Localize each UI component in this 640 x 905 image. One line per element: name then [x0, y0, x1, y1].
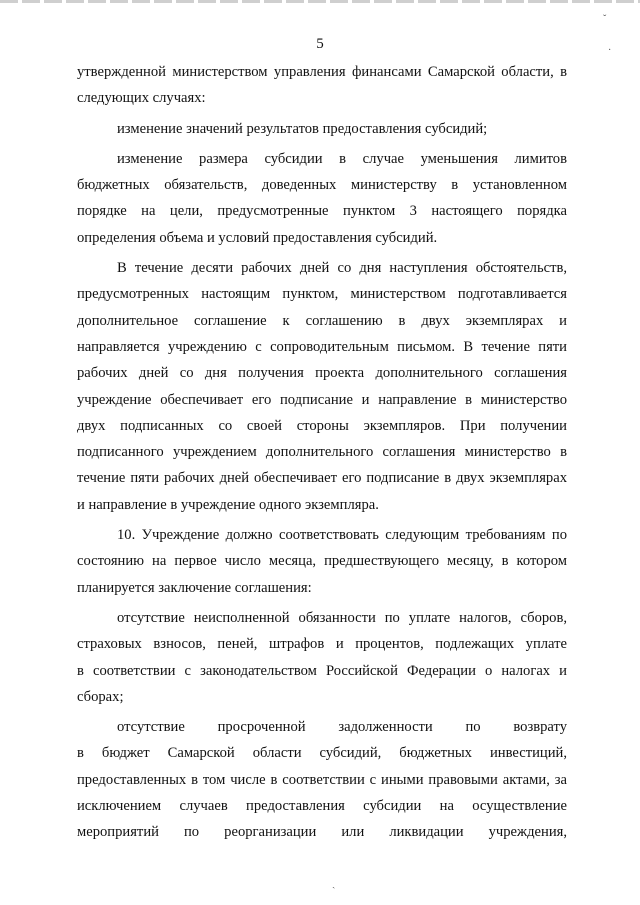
- text-line: течение пяти рабочих дней обеспечивает его подписание в двух экземплярах: [77, 470, 567, 487]
- text-line: и направление в учреждение одного экземпляра.: [77, 496, 379, 513]
- text-line: дополнительное соглашение к соглашению в двух экземплярах и: [77, 312, 567, 329]
- text-line: рабочих дней со дня получения проекта дополнительного соглашения: [77, 365, 567, 382]
- scan-speck: ·: [608, 45, 612, 56]
- text-line: утвержденной министерством управления финансами Самарской области, в: [77, 64, 567, 80]
- text-line: подписанного учреждением дополнительного соглашения министерство в: [77, 444, 567, 461]
- scan-speck: ˏ: [332, 878, 336, 889]
- text-line: предусмотренных настоящим пунктом, министерством подготавливается: [77, 286, 567, 303]
- text-line: сборах;: [77, 688, 124, 705]
- text-line: изменение значений результатов предоставления субсидий;: [117, 120, 488, 137]
- text-line: 10. Учреждение должно соответствовать следующим требованиям по: [117, 527, 567, 544]
- text-line: отсутствие неисполненной обязанности по уплате налогов, сборов,: [117, 609, 567, 626]
- text-line: мероприятий по реорганизации или ликвидации учреждения,: [77, 824, 567, 841]
- text-line: предоставленных в том числе в соответствии с иными правовыми актами, за: [77, 771, 567, 788]
- text-line: в соответствии с законодательством Российской Федерации о налогах и: [77, 662, 567, 679]
- text-line: порядке на цели, предусмотренные пунктом 3 настоящего порядка: [77, 203, 567, 220]
- text-line: определения объема и условий предоставления субсидий.: [77, 229, 438, 246]
- document-body: [77, 59, 567, 846]
- text-line: исключением случаев предоставления субсидии на осуществление: [77, 798, 567, 815]
- text-line: двух подписанных со своей стороны экземпляров. При получении: [77, 417, 567, 434]
- scan-speck: ˇ: [603, 14, 607, 25]
- text-line: в бюджет Самарской области субсидий, бюджетных инвестиций,: [77, 745, 567, 762]
- text-line: бюджетных обязательств, доведенных министерству в установленном: [77, 177, 567, 194]
- text-line: следующих случаях:: [77, 90, 206, 107]
- text-line: страховых взносов, пеней, штрафов и процентов, подлежащих уплате: [77, 636, 567, 653]
- text-line: изменение размера субсидии в случае уменьшения лимитов: [117, 150, 567, 167]
- page-number: 5: [316, 36, 324, 52]
- text-line: отсутствие просроченной задолженности по возврату: [117, 719, 567, 736]
- scan-edge-decoration: [0, 0, 640, 3]
- text-line: учреждение обеспечивает его подписание и направление в министерство: [77, 391, 567, 408]
- text-line: В течение десяти рабочих дней со дня наступления обстоятельств,: [117, 260, 567, 277]
- text-line: направляется учреждению с сопроводительным письмом. В течение пяти: [77, 338, 567, 355]
- text-line: планируется заключение соглашения:: [77, 579, 312, 596]
- text-line: состоянию на первое число месяца, предшествующего месяцу, в котором: [77, 553, 567, 570]
